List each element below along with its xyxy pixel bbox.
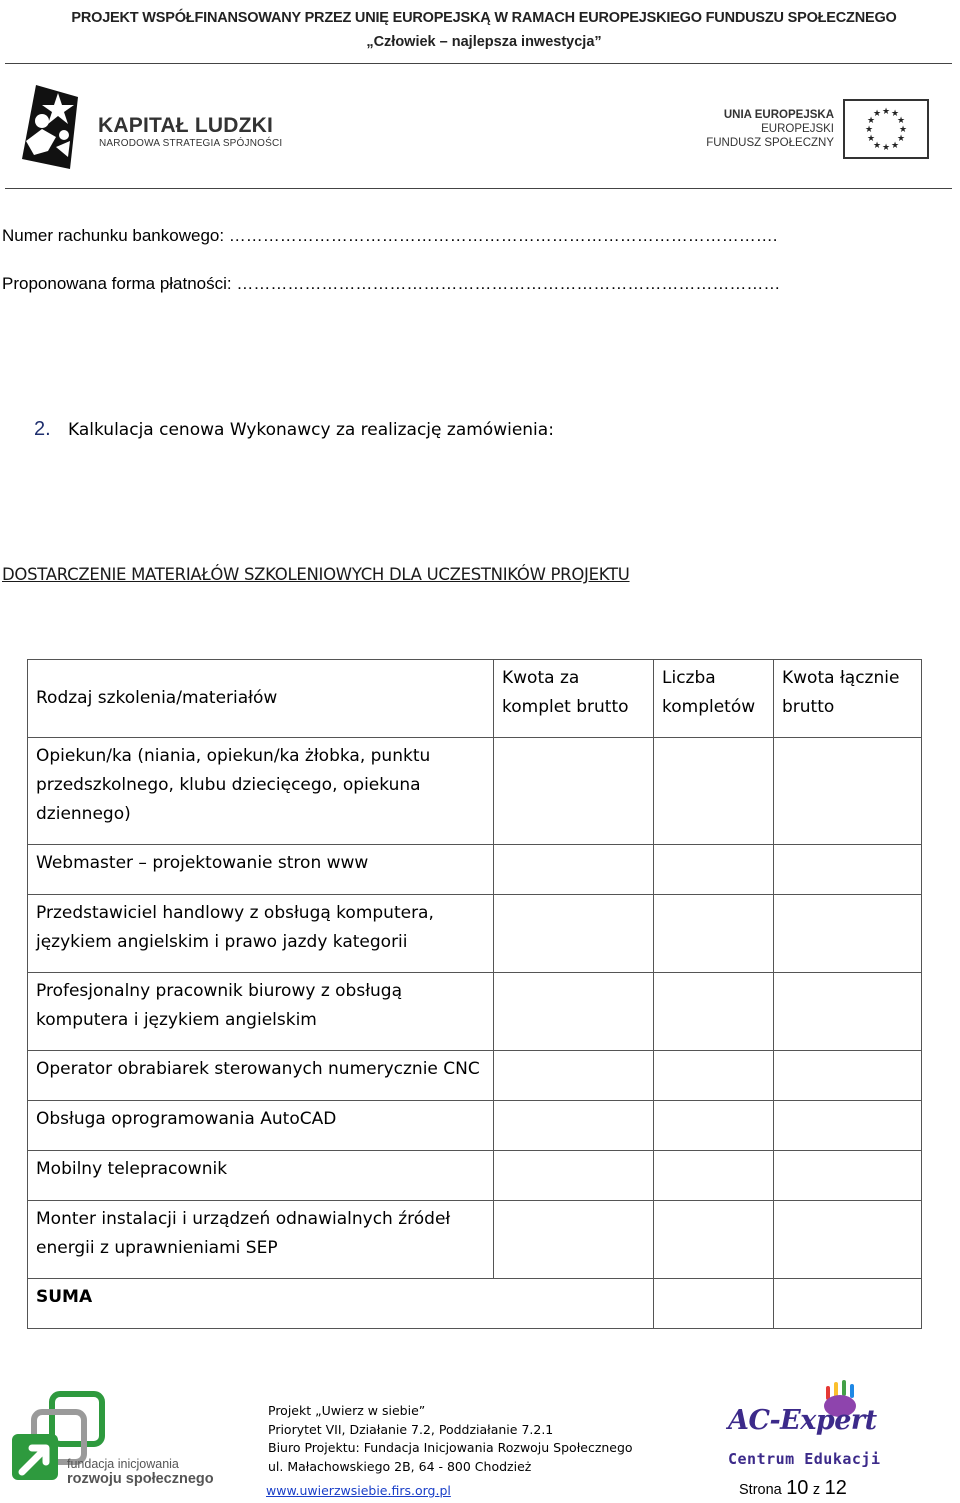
header-set-count [654, 660, 774, 738]
eu-fund-label [700, 108, 834, 150]
count-cell[interactable] [654, 973, 774, 1051]
eu-label-line3: FUNDUSZ SPOŁECZNY [706, 137, 834, 149]
table-heading: DOSTARCZENIE MATERIAŁÓW SZKOLENIOWYCH DLA UCZESTNIKÓW PROJEKTU [2, 565, 630, 584]
section-number: 2. [34, 418, 51, 440]
footer-website-link[interactable]: www.uwierzwsiebie.firs.org.pl [266, 1483, 451, 1498]
header-slogan: „Człowiek – najlepsza inwestycja” [366, 34, 602, 50]
firs-logo-line2: rozwoju społecznego [67, 1471, 214, 1487]
svg-text:★: ★ [866, 116, 876, 126]
table-row [28, 1051, 922, 1101]
header-count-line2: kompletów [662, 697, 756, 717]
row-label: Przedstawiciel handlowy z obsługą komputera, językiem angielskim i prawo jazdy kategorii [28, 895, 494, 973]
svg-text:★: ★ [872, 109, 882, 119]
svg-text:★: ★ [890, 141, 900, 151]
svg-text:★: ★ [896, 116, 906, 126]
firs-logo-line1: fundacja inicjowania [67, 1457, 179, 1471]
row-label: Obsługa oprogramowania AutoCAD [28, 1101, 494, 1151]
total-cell[interactable] [774, 973, 922, 1051]
table-row [28, 1101, 922, 1151]
row-label: Opiekun/ka (niania, opiekun/ka żłobka, punktu przedszkolnego, klubu dziecięcego, opiekuna dziennego) [28, 738, 494, 845]
count-cell[interactable] [654, 1151, 774, 1201]
table-row [28, 895, 922, 973]
sum-count-cell[interactable] [654, 1279, 774, 1329]
price-cell[interactable] [494, 738, 654, 845]
page-total: 12 [824, 1477, 847, 1499]
price-cell[interactable] [494, 895, 654, 973]
count-cell[interactable] [654, 1101, 774, 1151]
svg-text:★: ★ [864, 125, 874, 135]
ac-expert-subtitle: Centrum Edukacji [728, 1450, 881, 1468]
eu-label-line1: UNIA EUROPEJSKA [723, 109, 834, 121]
price-cell[interactable] [494, 845, 654, 895]
bank-account-field[interactable]: Numer rachunku bankowego: ……………………………………………………………………………………. [2, 226, 778, 245]
row-label: Operator obrabiarek sterowanych numerycznie CNC [28, 1051, 494, 1101]
sum-total-cell[interactable] [774, 1279, 922, 1329]
total-cell[interactable] [774, 895, 922, 973]
svg-text:★: ★ [890, 109, 900, 119]
header-total-gross [774, 660, 922, 738]
table-row [28, 738, 922, 845]
price-cell[interactable] [494, 1201, 654, 1279]
svg-text:★: ★ [898, 125, 908, 135]
row-label: Profesjonalny pracownik biurowy z obsługą komputera i językiem angielskim [28, 973, 494, 1051]
page-label: Strona [739, 1482, 782, 1498]
svg-text:★: ★ [872, 141, 882, 151]
table-row [28, 845, 922, 895]
table-row [28, 1201, 922, 1279]
footer-project-name: Projekt „Uwierz w siebie” [268, 1403, 426, 1418]
price-calculation-table [27, 659, 922, 1329]
svg-text:★: ★ [881, 107, 891, 117]
footer-address: ul. Małachowskiego 2B, 64 - 800 Chodzież [268, 1458, 532, 1474]
row-label: Mobilny telepracownik [28, 1151, 494, 1201]
header-price-line1: Kwota za [502, 668, 580, 688]
header-bottom-divider [5, 188, 952, 189]
svg-text:★: ★ [881, 143, 891, 153]
header-project-line: PROJEKT WSPÓŁFINANSOWANY PRZEZ UNIĘ EUROPEJSKĄ W RAMACH EUROPEJSKIEGO FUNDUSZU SPOŁECZNEGO [71, 10, 897, 26]
row-label: Monter instalacji i urządzeń odnawialnych źródeł energii z uprawnieniami SEP [28, 1201, 494, 1279]
eu-flag-icon [843, 99, 929, 163]
kapital-ludzki-logo-icon [20, 85, 80, 173]
total-cell[interactable] [774, 1151, 922, 1201]
svg-text:★: ★ [896, 134, 906, 144]
table-row [28, 973, 922, 1051]
total-cell[interactable] [774, 1101, 922, 1151]
total-cell[interactable] [774, 738, 922, 845]
header-training-type: Rodzaj szkolenia/materiałów [28, 660, 494, 738]
section-title: Kalkulacja cenowa Wykonawcy za realizację zamówienia: [68, 420, 554, 440]
ac-expert-name: AC-Expert [728, 1405, 877, 1436]
price-cell[interactable] [494, 973, 654, 1051]
row-label: Webmaster – projektowanie stron www [28, 845, 494, 895]
sum-label: SUMA [28, 1279, 654, 1329]
header-divider [5, 63, 952, 64]
count-cell[interactable] [654, 895, 774, 973]
footer-project-info [268, 1402, 633, 1476]
page-of: z [812, 1482, 821, 1498]
price-cell[interactable] [494, 1151, 654, 1201]
header-count-line1: Liczba [662, 668, 716, 688]
firs-logo-text [67, 1457, 214, 1487]
svg-text:★: ★ [866, 134, 876, 144]
table-row [28, 1151, 922, 1201]
price-cell[interactable] [494, 1051, 654, 1101]
payment-form-field[interactable]: Proponowana forma płatności: …………………………………………………………………………………… [2, 274, 781, 293]
total-cell[interactable] [774, 845, 922, 895]
kapital-ludzki-title: KAPITAŁ LUDZKI [98, 114, 274, 137]
table-header-row [28, 660, 922, 738]
table-sum-row [28, 1279, 922, 1329]
header-price-line2: komplet brutto [502, 697, 629, 717]
count-cell[interactable] [654, 1201, 774, 1279]
page-current: 10 [786, 1477, 809, 1499]
header-total-line2: brutto [782, 697, 835, 717]
kapital-ludzki-subtitle: NARODOWA STRATEGIA SPÓJNOŚCI [99, 138, 283, 149]
count-cell[interactable] [654, 1051, 774, 1101]
eu-label-line2: EUROPEJSKI [761, 123, 834, 135]
count-cell[interactable] [654, 738, 774, 845]
header-total-line1: Kwota łącznie [782, 668, 900, 688]
page-number [739, 1477, 847, 1500]
total-cell[interactable] [774, 1201, 922, 1279]
count-cell[interactable] [654, 845, 774, 895]
total-cell[interactable] [774, 1051, 922, 1101]
footer-office: Biuro Projektu: Fundacja Inicjowania Rozwoju Społecznego [268, 1440, 633, 1455]
header-price-per-set [494, 660, 654, 738]
price-cell[interactable] [494, 1101, 654, 1151]
footer-priority: Priorytet VII, Działanie 7.2, Poddziałanie 7.2.1 [268, 1421, 554, 1437]
